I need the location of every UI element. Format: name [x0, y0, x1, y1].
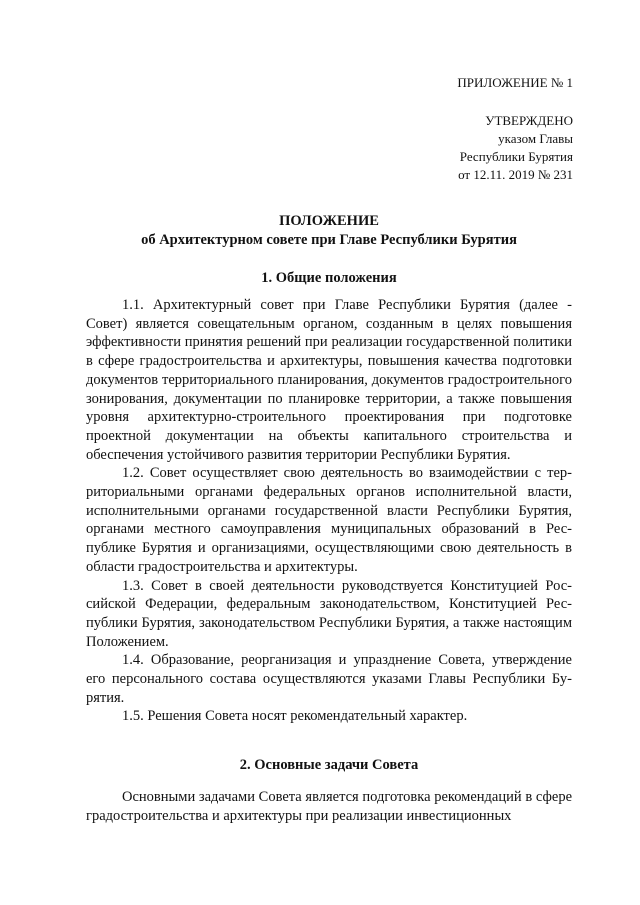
paragraph-1-2: 1.2. Совет осуществляет свою деятельность во взаимодействии с территориальными органами федеральных органов исполнительной власти, исполнительными органами государственной власти Республики Бурятия, органами местного самоуправления муниципальных образований в Республике Бурятия и организациями, осуществляющими свою деятельность в области градостроительства и архитектуры. — [86, 465, 572, 575]
document-title-block — [86, 212, 572, 250]
approved-label: УТВЕРЖДЕНО — [485, 113, 573, 128]
document-subtitle: об Архитектурном совете при Главе Республики Бурятия — [141, 232, 517, 248]
approval-date-number: от 12.11. 2019 № 231 — [458, 167, 573, 182]
paragraph-1-1: 1.1. Архитектурный совет при Главе Республики Бурятия (далее - Совет) является совещательным органом, созданным в целях повышения эффективности принятия решений при реализации государственной политики в сфере градостроительства и архитектуры, повышения качества подготовки документов территориального планирования, документов градостроительного зонирования, документации по планировке территории, а также повышения уровня архитектурно-строительного проектирования при подготовке проектной документации на объекты капитального строительства и обеспечения устойчивого развития территории Республики Бурятия. — [86, 297, 572, 463]
approved-republic: Республики Бурятия — [459, 149, 573, 164]
section-1-heading: 1. Общие положения — [261, 270, 397, 286]
paragraph-1-4: 1.4. Образование, реорганизация и упразднение Совета, утверждение его персонального состава осуществляются указами Главы Республики Бурятия. — [86, 652, 572, 706]
approved-by-decree: указом Главы — [498, 131, 573, 146]
section-2-body — [86, 788, 572, 825]
section-1-body — [86, 296, 572, 726]
section-2-heading: 2. Основные задачи Совета — [239, 757, 419, 773]
paragraph-1-3: 1.3. Совет в своей деятельности руководствуется Конституцией Российской Федерации, федеральным законодательством, Конституцией Республики Бурятия, законодательством Республики Бурятия, а также настоящим Положением. — [86, 577, 572, 650]
paragraph-2-1: Основными задачами Совета является подготовка рекомендаций в сфере градостроительства и архитектуры при реализации инвестиционных — [86, 789, 572, 824]
approval-stamp — [353, 74, 573, 184]
paragraph-1-5: 1.5. Решения Совета носят рекомендательный характер. — [122, 708, 468, 725]
annex-label: ПРИЛОЖЕНИЕ № 1 — [457, 75, 573, 90]
document-title: ПОЛОЖЕНИЕ — [279, 213, 379, 229]
